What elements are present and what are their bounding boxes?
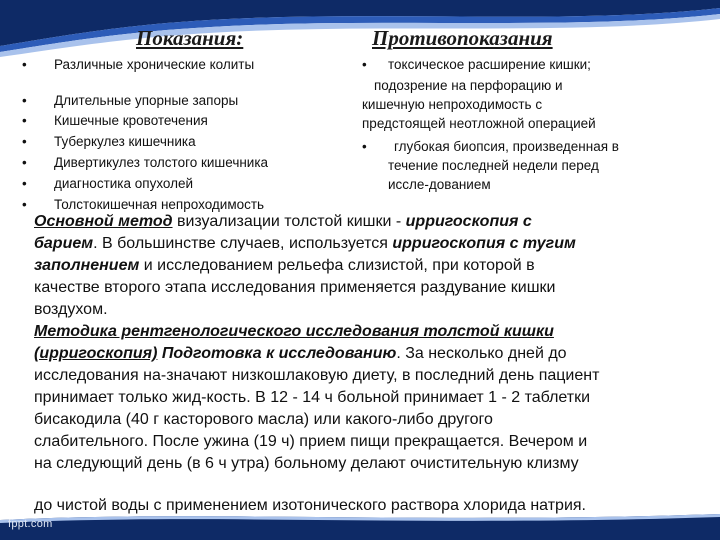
bullet-icon: • [22, 113, 27, 128]
emphasis-main-method: Основной метод [34, 213, 173, 230]
paragraph-line: на следующий день (в 6 ч утра) больному делают очистительную клизму [34, 455, 579, 472]
paragraph-line: воздухом. [34, 301, 108, 318]
contraindication-line: подозрение на перфорацию и [374, 78, 563, 93]
bullet-icon: • [362, 57, 367, 72]
list-item: Различные хронические колиты [54, 57, 255, 72]
list-item: Длительные упорные запоры [54, 93, 239, 108]
text-run: . В большинстве случаев, используется [93, 235, 393, 252]
contraindication-line: токсическое расширение кишки; [388, 57, 591, 72]
bullet-icon: • [22, 93, 27, 108]
contraindication-line: глубокая биопсия, произведенная в [394, 139, 619, 154]
paragraph-line: принимает только жид-кость. В 12 - 14 ч больной принимает 1 - 2 таблетки [34, 389, 591, 406]
text-run: . За несколько дней до [396, 345, 567, 362]
bullet-icon: • [22, 134, 27, 149]
paragraph-line [34, 343, 567, 365]
text-run: визуализации толстой кишки - [172, 213, 406, 230]
list-item: Кишечные кровотечения [54, 113, 208, 128]
paragraph-line: исследования на-значают низкошлаковую диету, в последний день пациент [34, 367, 600, 384]
contraindication-line: течение последней недели перед [388, 158, 599, 173]
emphasis-tight-filling: ирригоскопия с тугим [392, 235, 576, 252]
text-run: и исследованием рельефа слизистой, при которой в [139, 257, 535, 274]
contraindication-line: иссле-дованием [388, 177, 491, 192]
contraindications-heading: Противопоказания [372, 26, 553, 50]
paragraph-line: до чистой воды с применением изотонического раствора хлорида натрия. [34, 497, 586, 514]
bullet-icon: • [22, 176, 27, 191]
emphasis-irrigoscopy: ирригоскопия с [405, 213, 532, 230]
bullet-icon: • [22, 57, 27, 72]
contraindication-line: предстоящей неотложной операцией [362, 116, 596, 131]
emphasis-irrigoscopy-paren: (ирригоскопия) [34, 345, 158, 362]
bullet-icon: • [22, 197, 27, 212]
paragraph-line [34, 255, 535, 277]
indications-heading: Показания: [136, 26, 244, 50]
footer-watermark: fppt.com [8, 518, 53, 530]
list-item: Дивертикулез толстого кишечника [54, 155, 269, 170]
emphasis-filling: заполнением [34, 257, 140, 274]
bullet-icon: • [362, 139, 367, 154]
methodology-heading: Методика рентгенологического исследования толстой кишки [34, 323, 554, 340]
list-item: Туберкулез кишечника [54, 134, 196, 149]
emphasis-preparation: Подготовка к исследованию [161, 345, 397, 362]
emphasis-barium: барием [34, 235, 94, 252]
list-item: Толстокишечная непроходимость [54, 197, 265, 212]
paragraph-line [34, 233, 576, 255]
paragraph-line: бисакодила (40 г касторового масла) или какого-либо другого [34, 411, 493, 428]
contraindication-line: кишечную непроходимость с [362, 97, 543, 112]
paragraph-line: слабительного. После ужина (19 ч) прием пищи прекращается. Вечером и [34, 433, 588, 450]
paragraph-line: качестве второго этапа исследования применяется раздувание кишки [34, 279, 556, 296]
list-item: диагностика опухолей [54, 176, 194, 191]
paragraph-line [34, 211, 532, 233]
bullet-icon: • [22, 155, 27, 170]
